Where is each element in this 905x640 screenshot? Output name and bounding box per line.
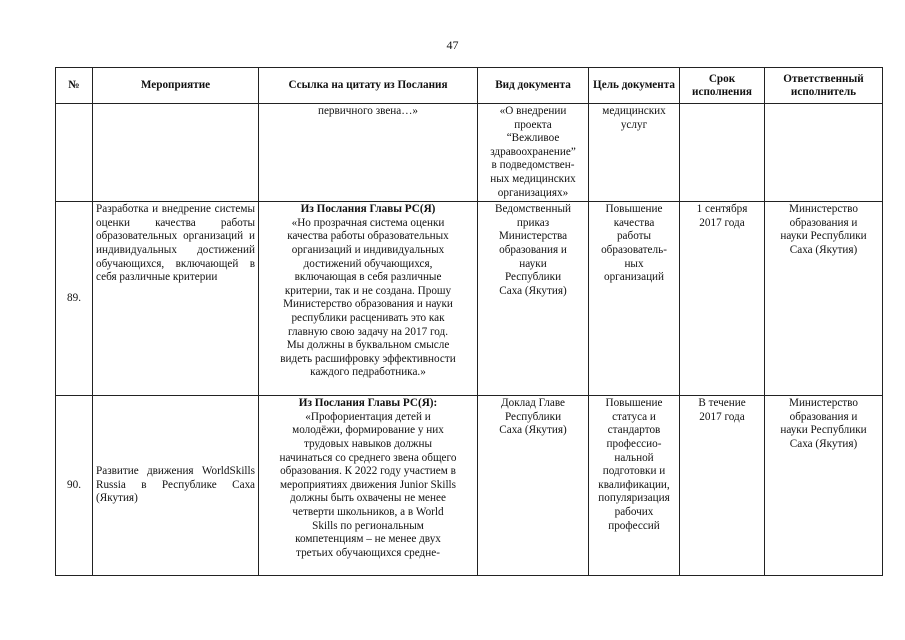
doc-type-cell [478,202,589,396]
cell-line: Саха (Якутия) [499,284,567,297]
row-number [56,104,93,202]
goal-cell [589,396,680,576]
event-cell: Развитие движения WorldSkills Russia в Республике Саха (Якутия) [93,396,259,576]
cell-line: «О внедрении [499,105,567,117]
cell-line: услуг [620,118,648,131]
cell-line: профессий [608,519,660,532]
cell-line: ных [624,257,644,270]
cell-line: в подведомствен- [491,159,575,172]
cell-line: подготовки и [602,465,666,478]
cell-line: работы [616,230,652,243]
cell-line: науки Республики [780,230,867,243]
cell-line: Республики [504,410,562,423]
quote-cell [259,396,478,576]
quote-title: Из Послания Главы РС(Я) [300,203,436,216]
cell-line: видеть расшифровку эффективности [280,352,456,365]
cell-line: трудовых навыков должны [303,437,433,450]
cell-line: критерии, так и не создана. Прошу [284,284,452,297]
cell-line: достижений обучающихся, [303,257,433,270]
events-table [55,67,883,576]
cell-line: Саха (Якутия) [789,437,858,450]
responsible-cell [765,202,883,396]
cell-line: третьих обучающихся средне- [296,546,440,559]
cell-line: образования. К 2022 году участием в [280,465,456,478]
cell-line: первичного звена…» [317,105,419,117]
header-goal: Цель документа [589,68,680,104]
cell-line: приказ [516,216,550,229]
cell-line: науки [519,257,547,270]
cell-line: рабочих [614,505,654,518]
event-cell [93,104,259,202]
cell-line: качества работы образовательных [287,230,449,243]
cell-line: молодёжи, формирование у них [292,424,444,437]
cell-line: Саха (Якутия) [789,243,858,256]
cell-line: Министерства [498,230,568,243]
deadline-cell [680,104,765,202]
cell-line: стандартов [607,424,661,437]
header-deadline: Срок исполнения [680,68,765,104]
cell-line: ных медицинских [490,172,576,185]
header-responsible: Ответственный исполнитель [765,68,883,104]
cell-line: Доклад Главе [500,397,566,410]
header-event: Мероприятие [93,68,259,104]
cell-line: Саха (Якутия) [499,424,567,437]
header-quote: Ссылка на цитату из Послания [259,68,478,104]
cell-line: компетенциям – не менее двух [295,533,441,546]
doc-type-cell [478,104,589,202]
page-number: 47 [446,38,459,52]
cell-line: включающая в себя различные [294,271,442,284]
cell-line: организаций и индивидуальных [291,243,445,256]
cell-line: “Вежливое [506,132,560,145]
cell-line: 1 сентября [696,203,748,216]
quote-cell [259,104,478,202]
cell-line: Повышение [605,397,663,410]
cell-line: В течение [698,397,746,410]
cell-line: главную свою задачу на 2017 год. [287,325,449,338]
cell-line: 2017 года [699,216,745,229]
cell-line: Повышение [605,203,663,216]
row-number: 89. [56,202,93,396]
cell-line: Республики [504,271,562,284]
table-header-row [56,68,883,104]
event-cell: Разработка и внедрение системы оценки качества работы образовательных организаций и индивидуальных достижений обучающихся, включающей в себя различные критерии [93,202,259,396]
cell-line: «Но прозрачная система оценки [291,216,445,229]
responsible-cell [765,396,883,576]
header-num: № [56,68,93,104]
cell-line: образования и [789,216,858,229]
cell-line: образователь- [601,243,667,256]
cell-line: организациях» [497,186,569,199]
cell-line: республики расценивать это как [291,311,445,324]
cell-line: должны быть охвачены не менее [290,492,446,505]
cell-line: образования и [789,410,858,423]
quote-cell [259,202,478,396]
table-row [56,202,883,396]
cell-line: каждого педработника.» [310,366,426,379]
cell-line: здравоохранение” [490,145,576,158]
cell-line: медицинских [602,105,666,117]
header-doc-type: Вид документа [478,68,589,104]
goal-cell [589,104,680,202]
cell-line: науки Республики [780,424,867,437]
table-row [56,104,883,202]
cell-line: «Профориентация детей и [305,410,431,423]
row-number: 90. [56,396,93,576]
cell-line: Министерство образования и науки [283,298,453,311]
cell-line: Министерство [789,397,858,410]
deadline-cell [680,396,765,576]
cell-line: мероприятиях движения Junior Skills [279,478,457,491]
table-body [56,104,883,576]
cell-line: образования и [499,243,567,256]
responsible-cell [765,104,883,202]
cell-line: четверти школьников, а в World [292,505,444,518]
cell-line: качества [613,216,655,229]
cell-line: популяризация [598,492,670,505]
cell-line: Ведомственный [495,203,571,216]
goal-cell [589,202,680,396]
cell-line: нальной [614,451,654,464]
cell-line: квалификации, [598,478,670,491]
cell-line: статуса и [612,410,656,423]
doc-type-cell [478,396,589,576]
cell-line: Министерство [789,203,858,216]
cell-line: проекта [514,118,552,131]
deadline-cell [680,202,765,396]
cell-line: начинаться со среднего звена общего [279,451,457,464]
cell-line: 2017 года [699,410,745,423]
table-row [56,396,883,576]
cell-line: Мы должны в буквальном смысле [286,339,450,352]
quote-title: Из Послания Главы РС(Я): [298,397,438,410]
cell-line: Skills по региональным [312,519,424,532]
cell-line: организаций [603,271,665,284]
cell-line: профессио- [606,437,662,450]
